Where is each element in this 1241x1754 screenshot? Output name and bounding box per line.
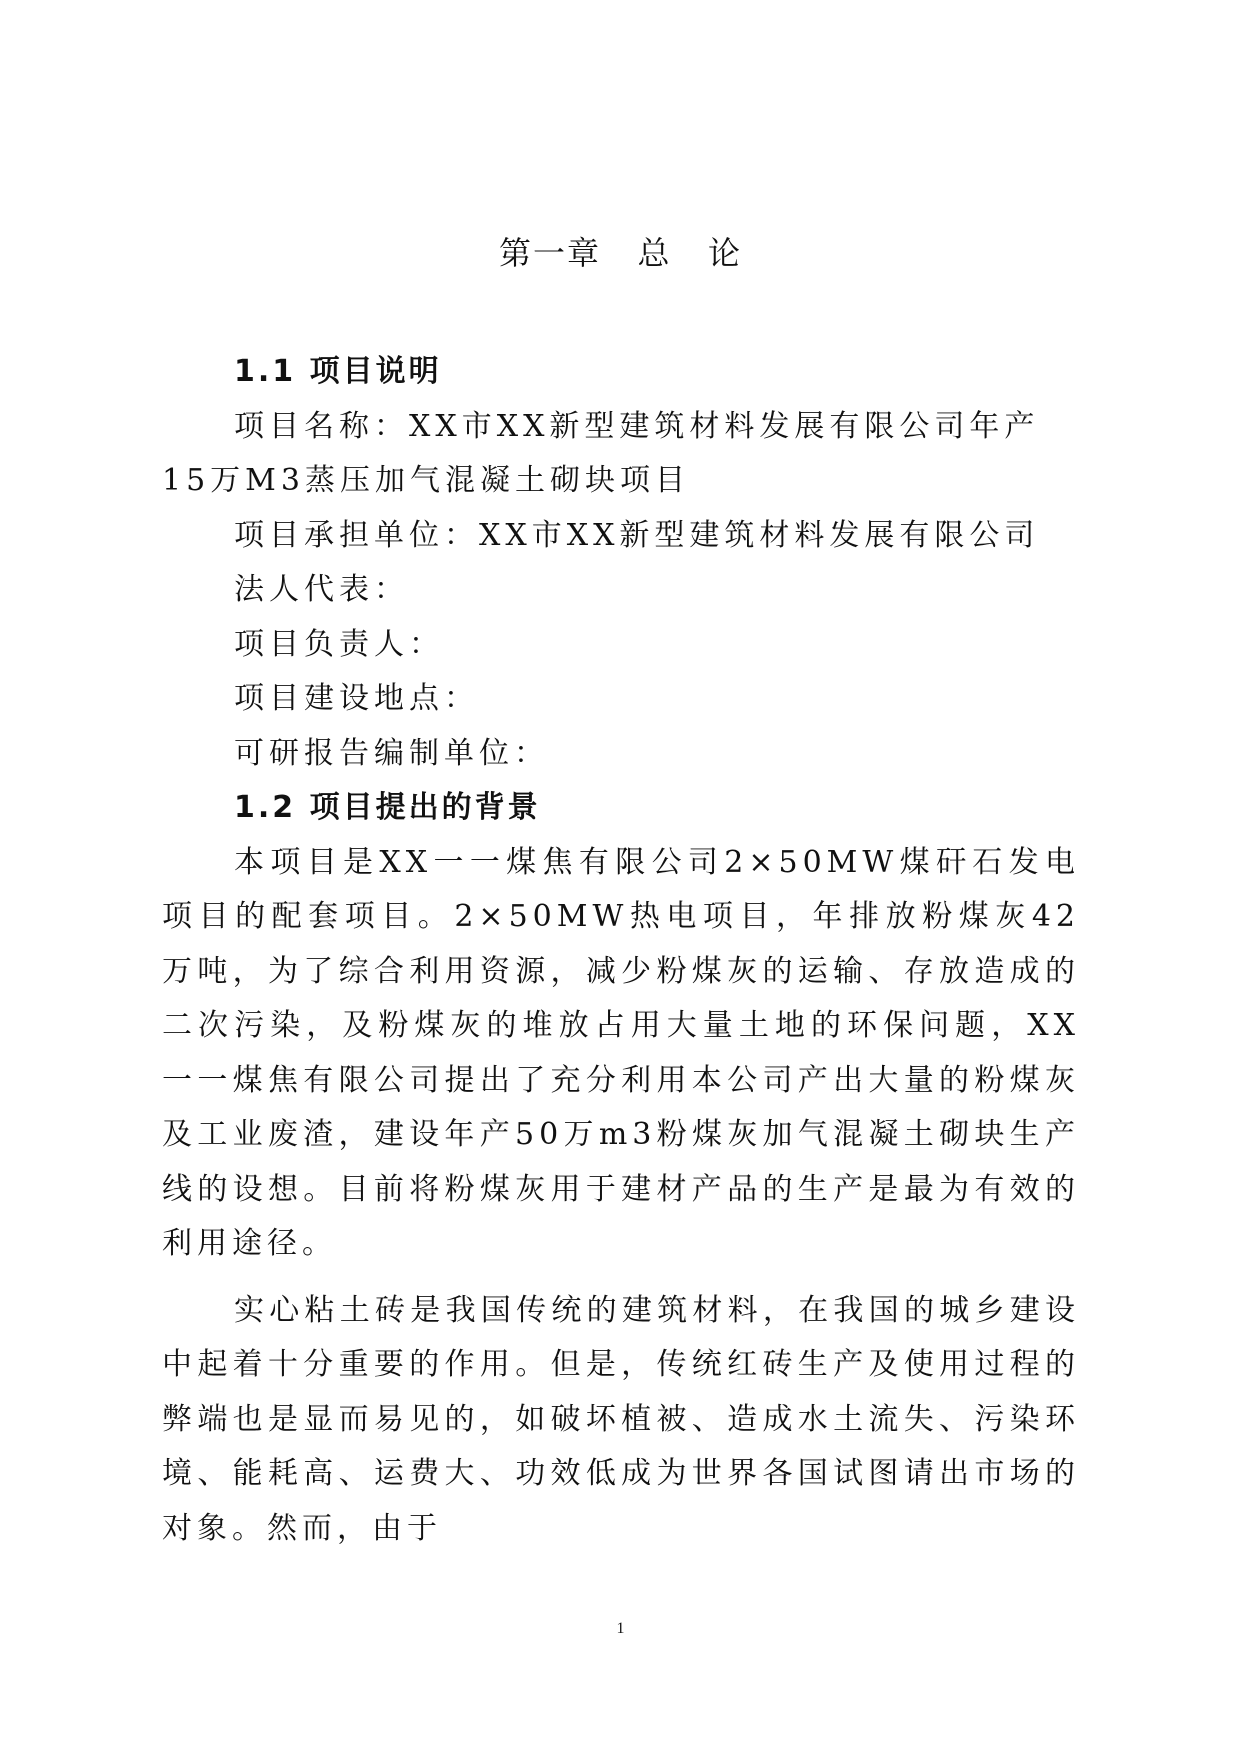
report-preparer-field: 可研报告编制单位： [234, 735, 549, 771]
document-body [162, 345, 1080, 1556]
section-heading: 1.2 项目提出的背景 [234, 790, 541, 825]
project-undertaker-field: 项目承担单位：XX市XX新型建筑材料发展有限公司 [234, 517, 1040, 553]
paragraph: 实心粘土砖是我国传统的建筑材料，在我国的城乡建设中起着十分重要的作用。但是，传统红砖生产及使用过程的弊端也是显而易见的，如破坏植被、造成水土流失、污染环境、能耗高、运费大、功效低成为世界各国试图请出市场的对象。然而，由于 [162, 1292, 1080, 1546]
page-number: 1 [616, 1620, 625, 1637]
paragraph-gap [162, 1272, 1080, 1284]
project-site-field: 项目建设地点： [234, 681, 479, 716]
project-leader-field: 项目负责人： [234, 626, 444, 662]
section-heading: 1.1 项目说明 [234, 354, 442, 389]
chapter-title: 第一章 总 论 [498, 234, 743, 272]
project-name-field: 项目名称：XX市XX新型建筑材料发展有限公司年产15万M3蒸压加气混凝土砌块项目 [162, 408, 1040, 498]
paragraph: 本项目是XX一一煤焦有限公司2×50MW煤矸石发电项目的配套项目。2×50MW热电项目，年排放粉煤灰42万吨，为了综合利用资源，减少粉煤灰的运输、存放造成的二次污染，及粉煤灰的堆放占用大量土地的环保问题，XX一一煤焦有限公司提出了充分利用本公司产出大量的粉煤灰及工业废渣，建设年产50万m3粉煤灰加气混凝土砌块生产线的设想。目前将粉煤灰用于建材产品的生产是最为有效的利用途径。 [162, 844, 1080, 1261]
legal-representative-field: 法人代表： [234, 572, 409, 607]
